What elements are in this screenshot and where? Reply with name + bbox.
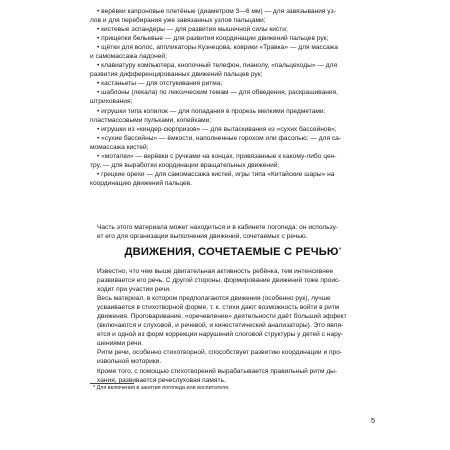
text-line: лов и для перебирания уже завязанных узлов пальцами; (90, 17, 266, 25)
text-line: • «моталки» — верёвки с ручками на концах, привязанные к какому-либо цен- (97, 152, 337, 160)
text-line: координацию движений пальцев. (90, 179, 193, 187)
text-line: Ритм речи, особенно стихотворной, способствует развитию координации и про- (97, 349, 343, 357)
text-line: Часть этого материала может находиться и в кабинете логопеда: он использу- (97, 224, 339, 231)
text-line: ется и одной из форм коррекции нарушений слоговой структуры у детей с нару- (97, 331, 344, 339)
text-line: • игрушки типа копилок — для попадания в прорезь мелкими предметами: (97, 107, 326, 115)
text-line: хания, развивается речеслуховая память. (97, 376, 226, 384)
note-paragraph (90, 223, 376, 241)
text-line: Кроме того, с помощью стихотворений вырабатывается правильный ритм ды- (97, 367, 338, 375)
text-line: • прищепки бельевые — для развития координации движений пальцев рук; (97, 35, 329, 43)
text-line: (включаются и слуховой, и речевой, и кинестетический анализаторы). Это явля- (97, 322, 344, 330)
text-line: развивается его речь. С другой стороны, формирование движений тоже проис- (97, 277, 341, 285)
text-line: тру, — для выработки координации вращательных движений; (90, 161, 280, 169)
text-line: • клавиатуру компьютера, кнопочный телефон, пианолу, «пальцеходы» — для (97, 62, 338, 70)
text-line: • игрушки из «киндер-сюрпризов» — для вытаскивания из «сухих бассейнов»; (97, 125, 337, 133)
text-line: • щётки для волос, аппликаторы Кузнецова, коврики «Травка» — для массажа (97, 44, 338, 52)
text-line: шениями речи. (97, 340, 143, 348)
section-heading-title: ДВИЖЕНИЯ, СОЧЕТАЕМЫЕ С РЕЧЬЮ (124, 246, 339, 258)
text-line: и самомассажа ладоней; (90, 53, 167, 61)
text-line: ет его для организации выполнения движений, сочетаемых с речью. (97, 233, 308, 241)
text-line: • «сухие бассейны» — ёмкости, наполненные горохом или фасолью; — для са- (97, 134, 342, 142)
text-line: • шаблоны (лекала) по лексическим темам — для обведения, раскрашивания, (97, 89, 338, 97)
text-line: усваивается в стихотворной форме, т. к. стихи дают возможность войти в ритм (97, 304, 340, 312)
text-line: • кастаньеты — для отстукивания ритма; (97, 80, 223, 88)
text-line: Весь материал, в котором предполагаются движения (особенно рук), лучше (97, 295, 331, 303)
page-number: 5 (371, 416, 376, 425)
text-line: ходит при участии речи. (97, 286, 171, 294)
section-body (90, 267, 376, 385)
text-line: • кистевые эспандеры — для развития мышечной силы кисти; (97, 26, 288, 34)
text-line: • грецкие орехи — для самомассажа кистей, игры типа «Китайские шары» на (97, 170, 335, 178)
footnote-divider (90, 383, 134, 384)
text-line: развития дифференцированных движений пальцев рук; (90, 71, 263, 79)
text-line: движения. Проговаривание, «оречевление» деятельности даёт больший эффект (97, 313, 347, 321)
text-line: пластмассовыми пульками, копейками; (90, 116, 212, 124)
footnote-marker: * (338, 247, 342, 254)
footnote: * Для включения в занятия логопеда или воспитателя. (93, 385, 230, 391)
section-heading (90, 246, 376, 258)
text-line: Известно, что чем выше двигательная активность ребёнка, тем интенсивнее (97, 268, 334, 275)
text-line: • верёвки капроновые плетёные (диаметром 3—6 мм) — для завязывания уз- (97, 8, 336, 15)
text-line: момассажа кистей; (90, 143, 149, 151)
text-line: штрихования; (90, 98, 133, 106)
text-line: извольной моторики. (97, 358, 162, 366)
equipment-list (90, 7, 376, 188)
